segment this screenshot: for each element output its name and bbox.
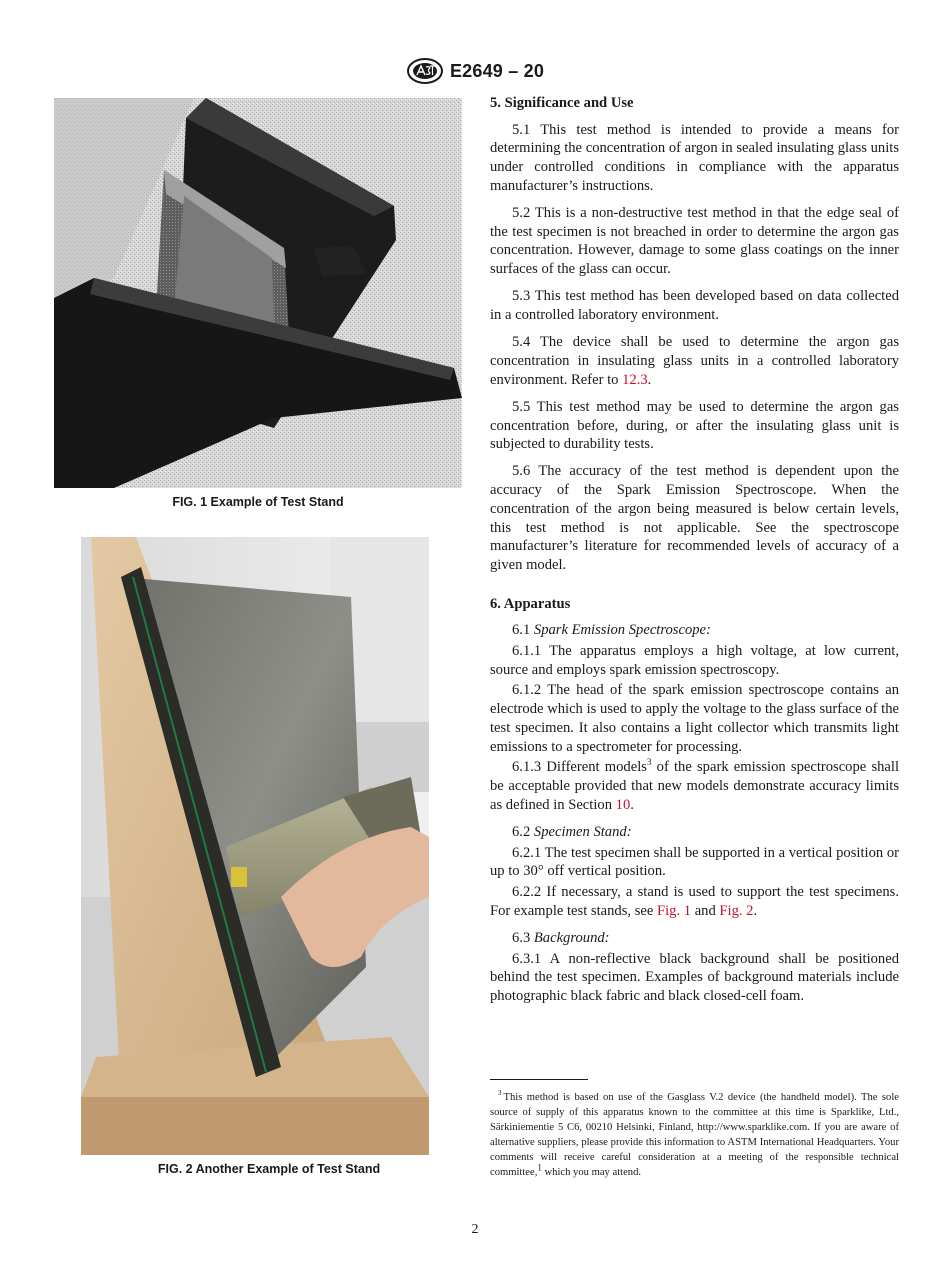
- paragraph-6-1-1: 6.1.1 The apparatus employs a high voltage, at low current, source and employs spark emission spectroscopy.: [490, 643, 899, 678]
- fig-2-link[interactable]: Fig. 2: [719, 902, 754, 919]
- paragraph-6-2: 6.2 Specimen Stand:: [512, 823, 632, 840]
- footnote-divider: [490, 1079, 588, 1080]
- paragraph-6-3: 6.3 Background:: [512, 929, 610, 946]
- paragraph-5-5: 5.5 This test method may be used to determine the argon gas concentration before, during, or after the insulating glass unit is subjected to durability tests.: [490, 398, 899, 453]
- figure-2-image: [81, 537, 429, 1155]
- paragraph-5-3: 5.3 This test method has been developed based on data collected in a controlled laboratory environment.: [490, 288, 899, 324]
- paragraph-5-1: 5.1 This test method is intended to provide a means for determining the concentration of argon in sealed insulating glass units under controlled conditions in compliance with the apparatus manufacturer’s instructions.: [490, 121, 899, 194]
- paragraph-6-3-1: 6.3.1 A non-reflective black background shall be positioned behind the test specimen. Examples of background materials include photographic black fabric and black closed-cell foam.: [490, 950, 899, 1005]
- page-header: [0, 56, 950, 86]
- section-6-heading: 6. Apparatus: [490, 595, 571, 612]
- fig-1-link[interactable]: Fig. 1: [656, 902, 692, 919]
- paragraph-5-6: 5.6 The accuracy of the test method is dependent upon the accuracy of the Spark Emission Spectroscope. When the concentration of the argon being measured is below certain levels, this test method is not applicable. See the spectroscope manufacturer’s literature for recommended levels of accuracy of a given model.: [490, 463, 899, 573]
- paragraph-6-1-3: 6.1.3 Different models$^3$ of the spark emission spectroscope shall be acceptable provided that new models demonstrate accuracy limits as defined in Section 10.: [490, 757, 900, 813]
- paragraph-5-2: 5.2 This is a non-destructive test method in that the edge seal of the test specimen is not breached in order to determine the argon gas concentration. However, damage to some glass coatings on the inner surfaces of the glass can occur.: [490, 205, 899, 278]
- figure-2-caption: FIG. 2 Another Example of Test Stand: [157, 1162, 381, 1176]
- figure-1-caption: FIG. 1 Example of Test Stand: [172, 495, 344, 509]
- page-number: 2: [471, 1222, 479, 1237]
- section-5-heading: 5. Significance and Use: [490, 95, 634, 111]
- paragraph-6-2-1: 6.2.1 The test specimen shall be supported in a vertical position or up to 30° off vertical position.: [490, 844, 899, 880]
- astm-logo-icon: [406, 58, 444, 84]
- footnote-3-marker: 3: [646, 757, 652, 768]
- right-column-text: [490, 94, 899, 1006]
- section-10-link[interactable]: 10: [615, 796, 631, 813]
- paragraph-6-2-2: 6.2.2 If necessary, a stand is used to support the test specimens. For example test stands, see Fig. 1 and Fig. 2.: [490, 884, 899, 919]
- footnote-3: $^3$ This method is based on use of the Gasglass V.2 device (the handheld model). The sole source of supply of this apparatus known to the committee at this time is Sparklike, Ltd., Särkiniementie 5 C6, 00210 Helsinki, Finland, http://www.sparklike.com. If you are aware of alternative suppliers, please provide this information to ASTM International Headquarters. Your comments will receive careful consideration at a meeting of the responsible technical committee,$^1$ which you may attend.: [490, 1089, 899, 1179]
- document-designation: E2649 – 20: [449, 60, 545, 81]
- paragraph-5-4: 5.4 The device shall be used to determine the argon gas concentration in insulating glass units in a controlled laboratory environment. Refer to 12.3.: [490, 334, 899, 388]
- figure-1-image: [54, 98, 462, 488]
- section-12-3-link[interactable]: 12.3: [622, 371, 648, 388]
- paragraph-6-1-2: 6.1.2 The head of the spark emission spectroscope contains an electrode which is used to apply the voltage to the glass surface of the test specimen. It also contains a light collector which transmits light emissions to a spectrometer for processing.: [490, 682, 899, 755]
- paragraph-6-1: 6.1 Spark Emission Spectroscope:: [512, 622, 711, 639]
